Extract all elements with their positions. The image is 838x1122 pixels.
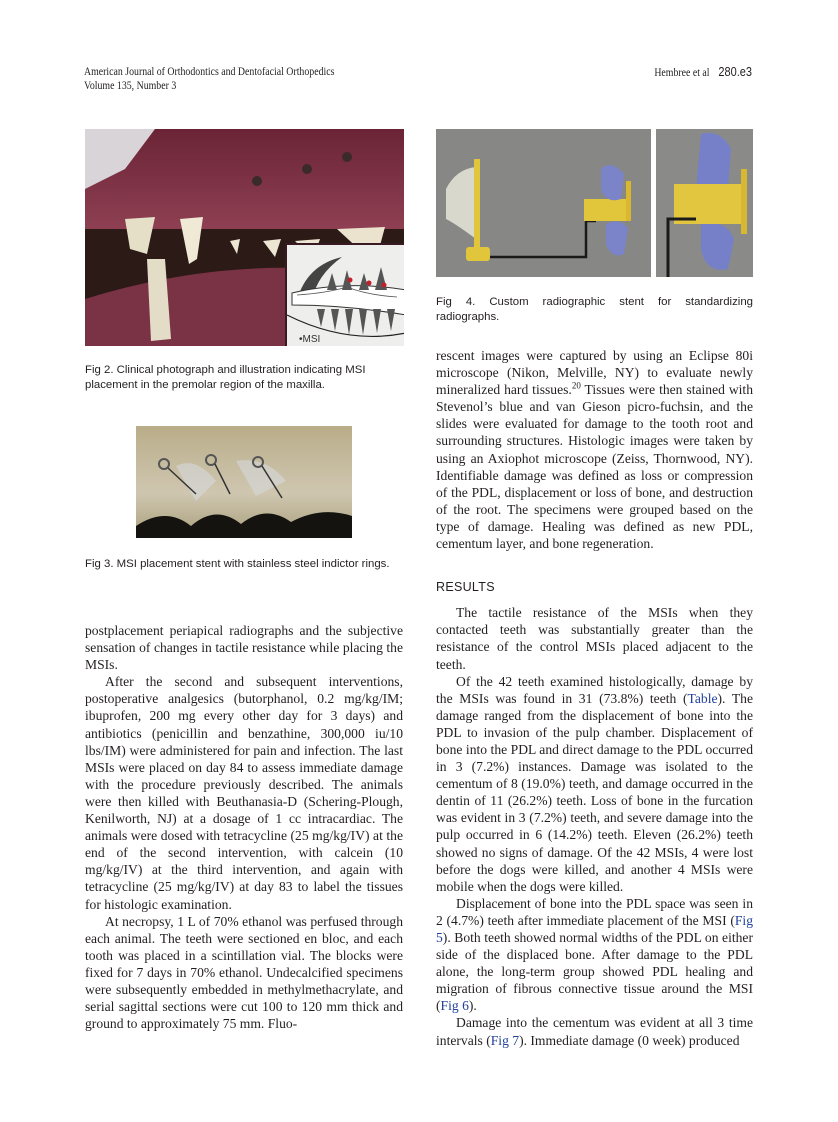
journal-title: American Journal of Orthodontics and Dentofacial Orthopedics (84, 66, 335, 78)
radiographic-stent-side-view (436, 129, 651, 277)
figure-4-right-photo (656, 129, 753, 277)
illustration-inset (285, 243, 404, 346)
placement-stent-image (136, 426, 352, 538)
paragraph: At necropsy, 1 L of 70% ethanol was perfused through each animal. The teeth were sectioned en bloc, and each tooth was placed in a scintillation vial. The blocks were fixed for 7 days in 70% ethanol. Undecalcified specimens were subsequently embedded in methylmethacrylate, and serial sagittal sections were cut 100 to 120 mm thick and ground to approximately 75 mm. Fluo- (85, 913, 403, 1032)
section-heading-results: RESULTS (436, 580, 495, 595)
running-header-right (654, 65, 752, 80)
figure-4-left-photo (436, 129, 651, 277)
running-header-left (84, 65, 334, 93)
author-running-head: Hembree et al (654, 67, 710, 79)
paragraph: Of the 42 teeth examined histologically, damage by the MSIs was found in 31 (73.8%) teeth (Table). The damage ranged from the displacement of bone into the PDL to invasion of the pulp chamber. Displacement of bone into the PDL and direct damage to the PDL occurred in 3 (7.2%) instances. Damage was isolated to the cementum of 8 (19.0%) teeth, and damage occurred in the dentin of 11 (26.2%) teeth. Loss of bone in the furcation was evident in 3 (7.2%) teeth, and severe damage into the pulp occurred in 6 (14.2%) teeth. Eleven (26.2%) teeth showed no signs of damage. Of the 42 MSIs, 4 were lost before the dogs were killed, and another 4 MSIs were mobile when the dogs were killed. (436, 673, 753, 894)
figure-3-caption: Fig 3. MSI placement stent with stainless steel indictor rings. (85, 558, 390, 570)
fig-6-link[interactable]: Fig 6 (440, 998, 469, 1014)
paragraph: postplacement periapical radiographs and the subjective sensation of changes in tactile resistance while placing the MSIs. (85, 623, 403, 673)
fig-5-link[interactable]: Fig 5 (436, 912, 753, 945)
figure-2-clinical-photo (85, 129, 404, 346)
fig-7-link[interactable]: Fig 7 (490, 1032, 520, 1048)
left-column-text (85, 622, 403, 1032)
paragraph: Displacement of bone into the PDL space was seen in 2 (4.7%) teeth after immediate placement of the MSI (Fig 5). Both teeth showed normal widths of the PDL on either side of the displaced bone. After damage to the PDL alone, the long-term group showed PDL healing and migration of fibrous connective tissue around the MSI (Fig 6). (436, 895, 753, 1014)
reference-20[interactable]: 20 (571, 380, 581, 391)
figure-4-caption: Fig 4. Custom radiographic stent for standardizing radiographs. (436, 296, 753, 323)
table-link[interactable]: Table (687, 690, 718, 706)
right-column-text (436, 347, 753, 1049)
radiographic-stent-end-view (656, 129, 753, 277)
msi-legend-label: •MSI (299, 334, 321, 345)
figure-3-stent-photo (136, 426, 352, 538)
page-number: 280.e3 (718, 65, 752, 79)
figure-2-caption: Fig 2. Clinical photograph and illustration indicating MSI placement in the premolar region of the maxilla. (85, 364, 366, 391)
paragraph: rescent images were captured by using an Eclipse 80i microscope (Nikon, Melville, NY) to evaluate newly mineralized hard tissues.$^{20}$ Tissues were then stained with Stevenol’s blue and van Gieson picro-fuchsin, and the slides were evaluated for damage to the tooth root and surrounding structures. Histologic images were taken by using an Axiophot microscope (Zeiss, Thornwood, NY). Identifiable damage was defined as loss or compression of the PDL, displacement or loss of bone, and destruction of the root. The specimens were grouped based on the type of damage. Healing was defined as new PDL, cementum layer, and bone regeneration. (436, 348, 753, 552)
journal-volume: Volume 135, Number 3 (84, 80, 177, 92)
paragraph: The tactile resistance of the MSIs when they contacted teeth was substantially greater than the resistance of the control MSIs placed adjacent to the teeth. (436, 605, 753, 672)
paragraph: After the second and subsequent interventions, postoperative analgesics (butorphanol, 0.2 mg/kg/IM; ibuprofen, 200 mg every other day for 3 days) and antibiotics (penicillin and benzathine, 300,000 iu/10 lbs/IM) were administered for pain and infection. The last MSIs were placed on day 84 to assess immediate damage with the procedure previously described. The animals were then killed with Beuthanasia-D (Schering-Plough, Kenilworth, NJ) at a dosage of 1 cc intracardiac. The animals were dosed with tetracycline (25 mg/kg/IV) at the end of the second intervention, with calcein (10 mg/kg/IV) at the third intervention, and again with tetracycline (25 mg/kg/IV) at day 83 to label the tissues for histologic examination. (85, 674, 403, 912)
maxilla-illustration (287, 245, 404, 346)
paragraph: Damage into the cementum was evident at all 3 time intervals (Fig 7). Immediate damage (0 week) produced (436, 1015, 753, 1048)
